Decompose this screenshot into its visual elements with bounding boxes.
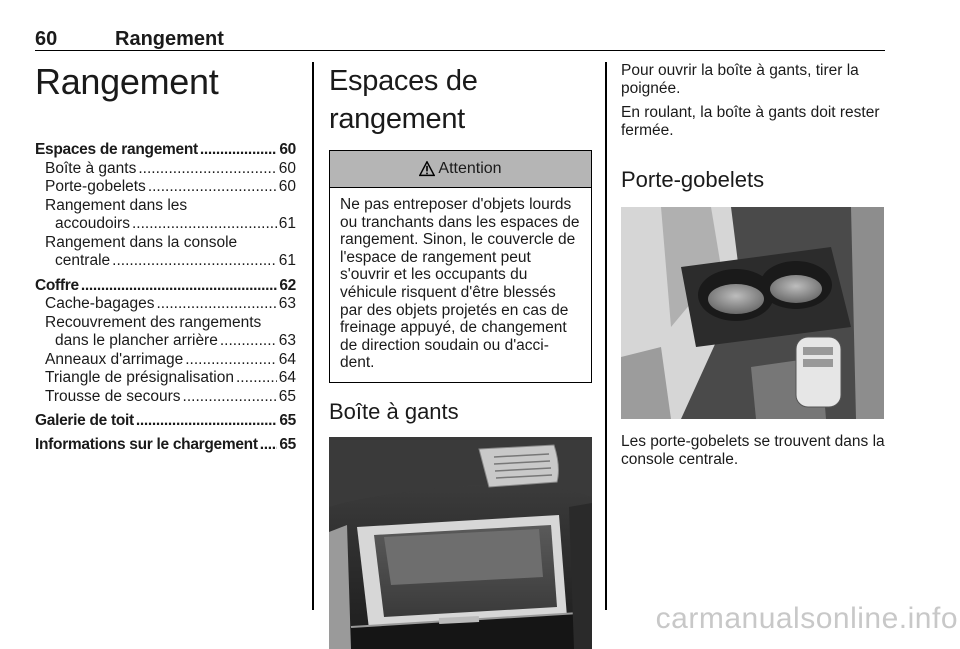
toc-entry-label: Coffre <box>35 276 79 294</box>
toc-entry-label: Espaces de rangement <box>35 141 198 158</box>
toc-entry-label: Boîte à gants <box>45 159 137 177</box>
toc-entry[interactable] <box>35 178 296 196</box>
toc-entry-continuation[interactable] <box>35 332 296 350</box>
chapter-title: Rangement <box>35 61 219 102</box>
toc-entry-label: Rangement dans les <box>45 196 188 214</box>
toc-entry-continuation[interactable] <box>35 215 296 233</box>
page-header <box>35 28 885 51</box>
toc-entry-page: 64 <box>278 369 296 386</box>
toc-entry-label: Trousse de secours <box>45 387 181 405</box>
toc-entry-label: Triangle de présignalisation <box>45 369 234 386</box>
storage-column <box>329 62 592 649</box>
section-title: Espaces de rangement <box>329 65 478 135</box>
toc-entry[interactable] <box>35 141 296 159</box>
glovebox-heading: Boîte à gants <box>329 398 459 424</box>
watermark: carmanualsonline.info <box>655 602 958 635</box>
toc-entry-page: 61 <box>278 252 296 269</box>
toc-entry[interactable] <box>35 436 296 454</box>
toc-leader <box>112 252 277 270</box>
toc-entry[interactable] <box>35 234 296 252</box>
column-divider-1 <box>312 62 314 610</box>
toc-entry-page: 61 <box>278 215 296 232</box>
toc-entry-label: dans le plancher arrière <box>55 332 218 349</box>
toc-entry-label: Porte-gobelets <box>45 178 146 195</box>
warning-text: Ne pas entreposer d'objets lourds ou tranchants dans les espaces de rangement. Sinon, le couvercle de l'espace de rangement peut s'ouvrir et les occupants du véhicule risquent d'être blessés par des objets projetés en cas de freinage appuyé, de changement de direction soudain ou d'acci-dent. <box>340 196 580 372</box>
toc-column <box>35 62 296 454</box>
toc-entry-page: 65 <box>278 387 296 405</box>
toc-leader <box>81 277 278 295</box>
toc-entry[interactable] <box>35 369 296 387</box>
glovebox-open-text: Pour ouvrir la boîte à gants, tirer la poignée. <box>621 62 859 97</box>
toc-leader <box>156 295 276 313</box>
toc-entry[interactable] <box>35 388 296 406</box>
toc-entry-page: 62 <box>279 276 296 294</box>
toc-entry[interactable] <box>35 351 296 369</box>
toc-entry-page: 64 <box>278 350 296 368</box>
toc-leader <box>260 436 278 454</box>
running-head: Rangement <box>115 28 224 50</box>
toc-entry[interactable] <box>35 314 296 332</box>
info-column <box>621 62 886 476</box>
toc-leader <box>136 412 277 430</box>
toc-leader <box>185 351 277 369</box>
toc-entry-page: 60 <box>278 178 296 195</box>
toc-entry-page: 63 <box>278 295 296 312</box>
toc-leader <box>220 332 277 350</box>
toc-entry-label: centrale <box>55 252 111 269</box>
toc-entry-continuation[interactable] <box>35 252 296 270</box>
page-number: 60 <box>35 28 58 50</box>
toc-entry-page: 63 <box>278 332 296 349</box>
toc-entry-label: accoudoirs <box>55 215 130 232</box>
warning-heading: Attention <box>438 160 502 177</box>
toc-entry-label: Anneaux d'arrimage <box>45 350 184 368</box>
toc-entry-page: 65 <box>279 435 296 453</box>
toc-entry-label: Rangement dans la console <box>45 233 238 251</box>
warning-header <box>330 151 591 188</box>
cupholder-heading: Porte-gobelets <box>621 167 765 193</box>
glovebox-closed-text: En roulant, la boîte à gants doit rester fermée. <box>621 104 880 139</box>
warning-box <box>329 150 592 383</box>
toc-entry[interactable] <box>35 277 296 295</box>
table-of-contents <box>35 141 296 453</box>
toc-entry-page: 60 <box>279 141 296 158</box>
toc-entry-label: Informations sur le chargement <box>35 435 258 453</box>
toc-entry[interactable] <box>35 295 296 313</box>
toc-leader <box>148 178 277 196</box>
toc-entry[interactable] <box>35 412 296 430</box>
toc-entry[interactable] <box>35 197 296 215</box>
toc-entry-label: Cache-bagages <box>45 295 155 312</box>
toc-leader <box>138 160 276 178</box>
toc-leader <box>183 388 277 406</box>
toc-entry-label: Galerie de toit <box>35 412 134 429</box>
toc-leader <box>236 369 277 387</box>
toc-entry[interactable] <box>35 160 296 178</box>
cupholder-photo <box>621 207 884 419</box>
column-divider-2 <box>605 62 607 610</box>
toc-leader <box>132 215 277 233</box>
toc-entry-page: 60 <box>278 159 296 177</box>
warning-triangle-icon <box>419 161 435 177</box>
toc-entry-page: 65 <box>279 412 296 429</box>
glovebox-photo <box>329 437 592 649</box>
toc-leader <box>200 141 277 159</box>
cupholder-text: Les porte-gobelets se trouvent dans la console centrale. <box>621 433 885 468</box>
toc-entry-label: Recouvrement des rangements <box>45 313 262 331</box>
